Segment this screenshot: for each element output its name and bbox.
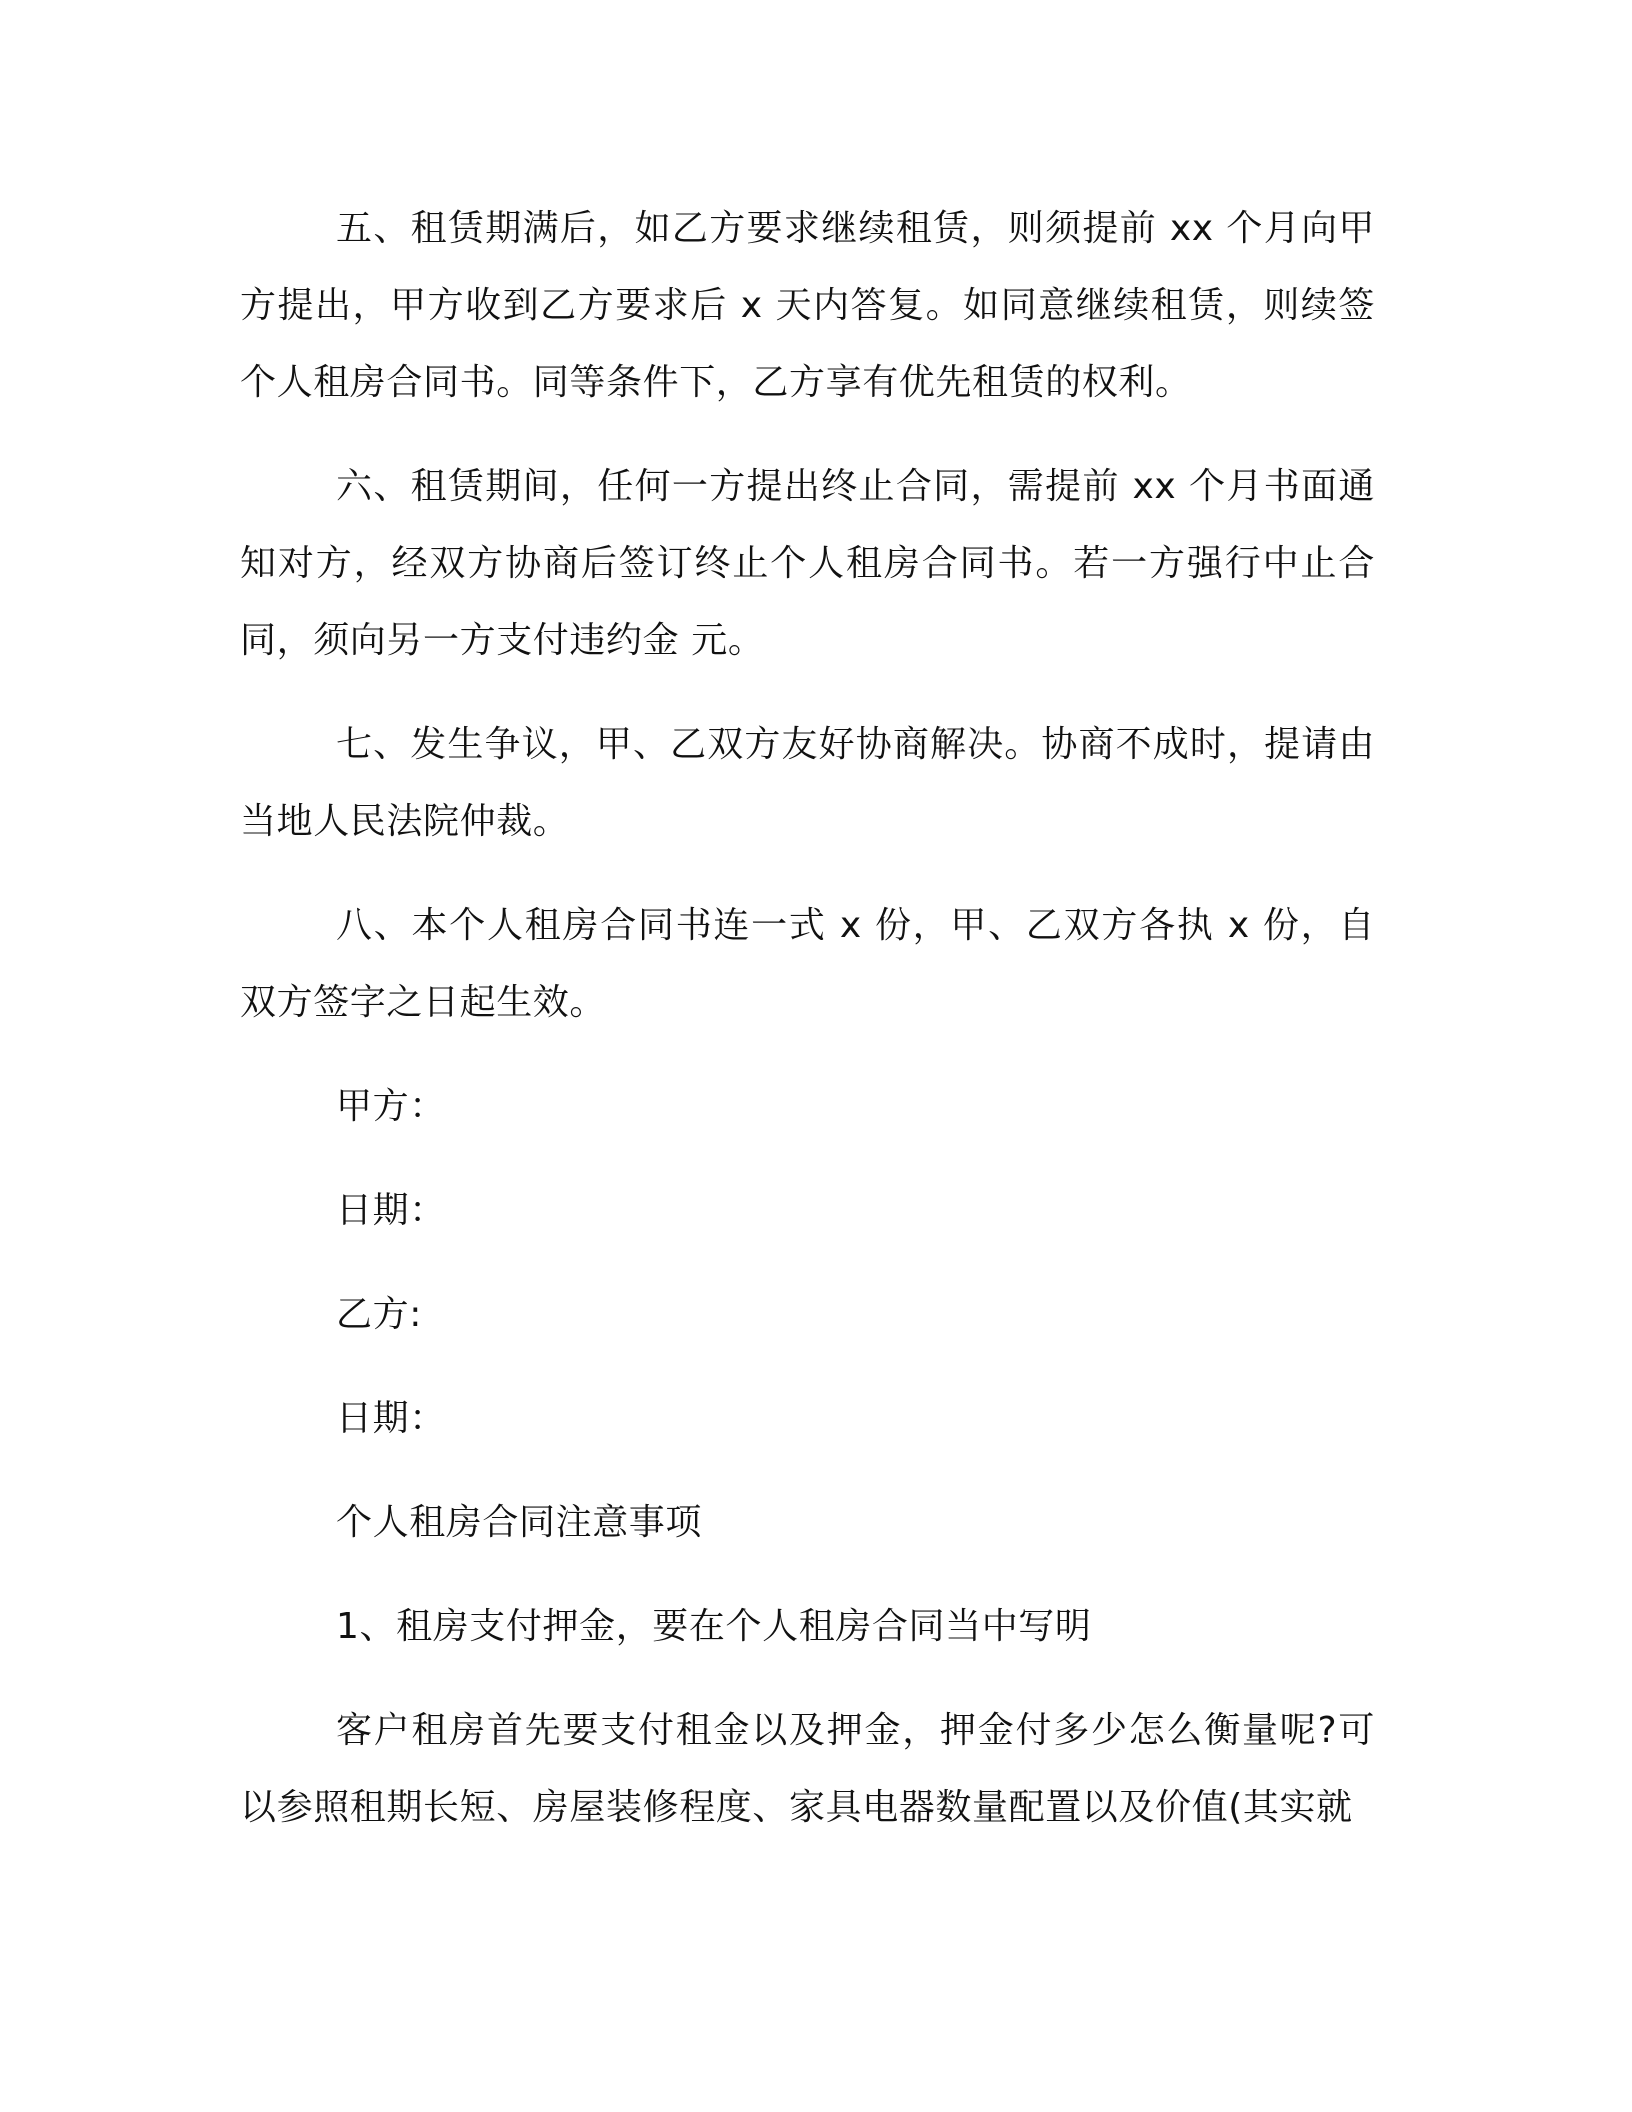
clause-five: 五、租赁期满后，如乙方要求继续租赁，则须提前 xx 个月向甲方提出，甲方收到乙方要求后 x 天内答复。如同意继续租赁，则续签个人租房合同书。同等条件下，乙方享有优先租赁的权利。 [240, 208, 1375, 403]
note-one-heading: 1、租房支付押金，要在个人租房合同当中写明 [336, 1606, 1092, 1647]
party-b-date-line: 日期： [336, 1398, 446, 1439]
party-a-signature-line: 甲方： [336, 1086, 446, 1127]
clause-eight: 八、本个人租房合同书连一式 x 份，甲、乙双方各执 x 份，自双方签字之日起生效。 [240, 905, 1375, 1023]
document-body [240, 190, 1375, 1873]
clause-six: 六、租赁期间，任何一方提出终止合同，需提前 xx 个月书面通知对方，经双方协商后签订终止个人租房合同书。若一方强行中止合同，须向另一方支付违约金 元。 [240, 466, 1375, 661]
note-one-body: 客户租房首先要支付租金以及押金，押金付多少怎么衡量呢?可以参照租期长短、房屋装修程度、家具电器数量配置以及价值(其实就 [240, 1710, 1375, 1828]
party-a-date-line: 日期： [336, 1190, 446, 1231]
notes-heading: 个人租房合同注意事项 [336, 1502, 703, 1543]
party-b-signature-line: 乙方: [336, 1294, 422, 1335]
clause-seven: 七、发生争议，甲、乙双方友好协商解决。协商不成时，提请由当地人民法院仲裁。 [240, 724, 1375, 842]
